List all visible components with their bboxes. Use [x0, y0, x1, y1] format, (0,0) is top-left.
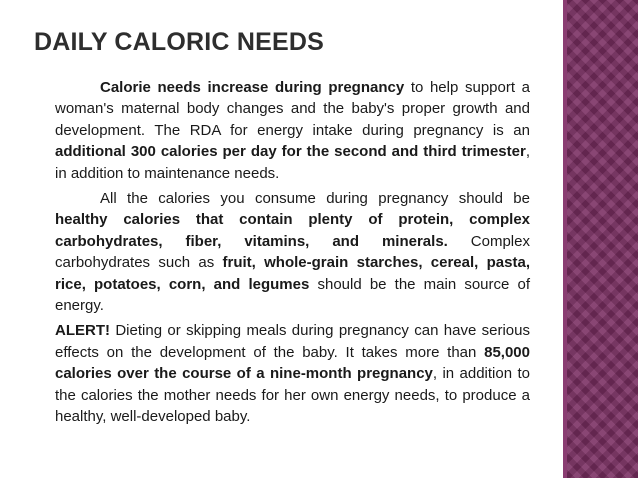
p3-bold-2: 85,000 calories over the course of a nine-month pregnancy	[55, 343, 530, 383]
decorative-sidebar	[567, 0, 638, 478]
slide-body	[55, 77, 530, 432]
p1-text-1: to help support a woman's maternal body changes and the baby's proper growth and development. The RDA for energy intake during pregnancy is an	[55, 79, 530, 139]
alert-label: ALERT!	[55, 322, 110, 340]
paragraph-3	[55, 320, 530, 427]
paragraph-1	[55, 77, 530, 184]
p1-bold-1: Calorie needs increase during pregnancy	[100, 79, 405, 96]
p2-text-3: should be the main source of energy.	[55, 275, 530, 315]
p2-text-1: All the calories you consume during pregnancy should be	[100, 190, 530, 208]
p2-bold-2: fruit, whole-grain starches, cereal, pasta, rice, potatoes, corn, and legumes	[55, 254, 530, 293]
p2-bold-1: healthy calories that contain plenty of protein, complex carbohydrates, fiber, vitamins, and minerals.	[55, 211, 530, 250]
p3-text-1: Dieting or skipping meals during pregnancy can have serious effects on the development of the baby. It takes more than	[55, 322, 530, 361]
paragraph-2	[55, 188, 530, 316]
p3-text-2: , in addition to the calories the mother needs for her own energy needs, to produce a healthy, well-developed baby.	[55, 365, 530, 426]
p1-bold-2: additional 300 calories per day for the second and third trimester	[55, 143, 526, 161]
p2-text-2: Complex carbohydrates such as	[55, 232, 530, 272]
slide-title: DAILY CALORIC NEEDS	[34, 28, 324, 56]
p1-text-2: , in addition to maintenance needs.	[55, 143, 530, 182]
